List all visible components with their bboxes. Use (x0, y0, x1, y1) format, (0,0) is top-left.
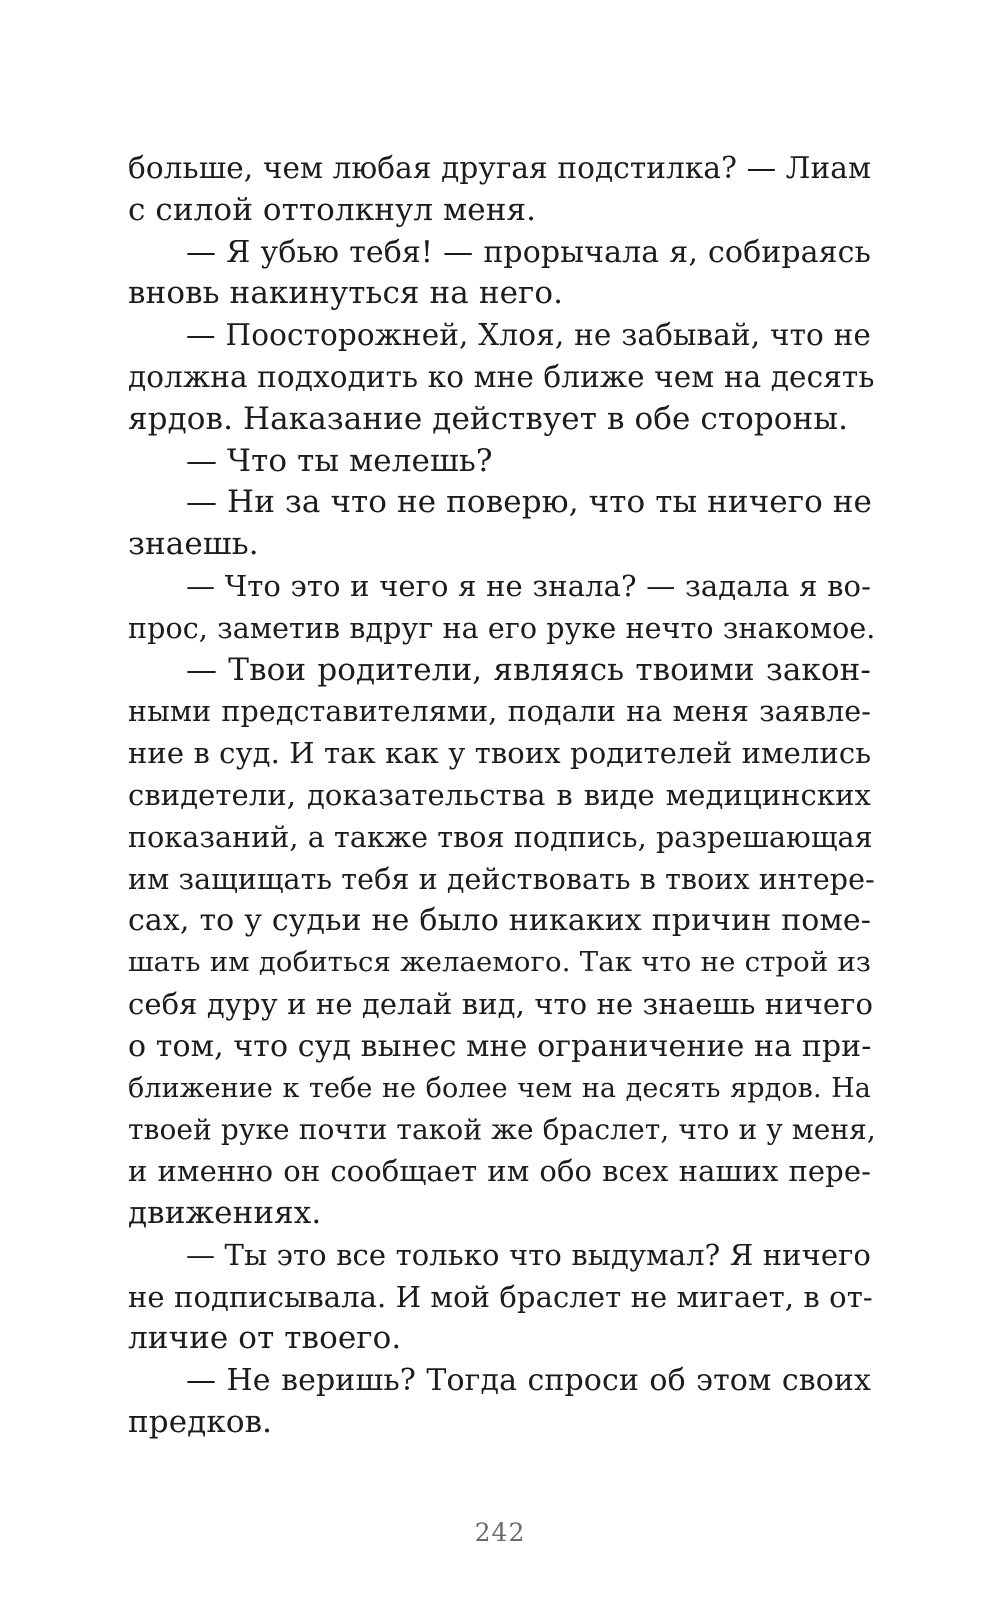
text-line: свидетели, доказательства в виде медицинских (128, 777, 871, 812)
text-line: ближение к тебе не более чем на десять ярдов. На (128, 1072, 871, 1104)
text-line: вновь накинуться на него. (128, 275, 564, 312)
text-line: — Не веришь? Тогда спроси об этом своих (186, 1363, 871, 1399)
text-line: — Ты это все только что выдумал? Я ничего (186, 1237, 871, 1272)
text-line: себя дуру и не делай вид, что не знаешь ничего (128, 986, 874, 1021)
text-line: — Ни за что не поверю, что ты ничего не (186, 484, 873, 521)
text-line: с силой оттолкнул меня. (128, 191, 537, 228)
text-line: знаешь. (128, 526, 259, 563)
text-line: и именно он сообщает им обо всех наших пере- (128, 1154, 871, 1189)
text-line: ными представителями, подали на меня заявле- (128, 695, 871, 729)
text-line: прос, заметив вдруг на его руке нечто знакомое. (128, 611, 876, 645)
text-line: показаний, а также твоя подпись, разрешающая (128, 820, 873, 854)
text-line: больше, чем любая другая подстилка? — Лиам (128, 151, 871, 185)
text-line: — Твои родители, являясь твоими закон- (186, 651, 871, 688)
text-line: — Что это и чего я не знала? — задала я во- (186, 568, 871, 603)
page-number: 242 (474, 1518, 526, 1547)
text-line: личие от твоего. (128, 1320, 402, 1357)
text-line: предков. (128, 1403, 273, 1440)
text-line: твоей руке почти такой же браслет, что и у меня, (128, 1113, 876, 1147)
text-line: о том, что суд вынес мне ограничение на при- (128, 1028, 872, 1064)
text-line: им защищать тебя и действовать в твоих интере- (128, 862, 875, 896)
text-line: сах, то у судьи не было никаких причин поме- (128, 903, 871, 939)
text-line: — Что ты мелешь? (186, 442, 493, 479)
page-text (128, 148, 876, 1444)
text-line: ние в суд. И так как у твоих родителей имелись (128, 736, 872, 771)
text-line: — Я убью тебя! — прорычала я, собираясь (186, 234, 871, 270)
text-line: шать им добиться желаемого. Так что не строй из (128, 946, 871, 979)
text-line: движениях. (128, 1194, 322, 1231)
text-line: должна подходить ко мне ближе чем на десять (128, 359, 875, 394)
text-line: — Поосторожней, Хлоя, не забывай, что не (186, 318, 871, 353)
text-line: ярдов. Наказание действует в обе стороны. (128, 400, 849, 437)
text-line: не подписывала. И мой браслет не мигает, в от- (128, 1279, 873, 1314)
